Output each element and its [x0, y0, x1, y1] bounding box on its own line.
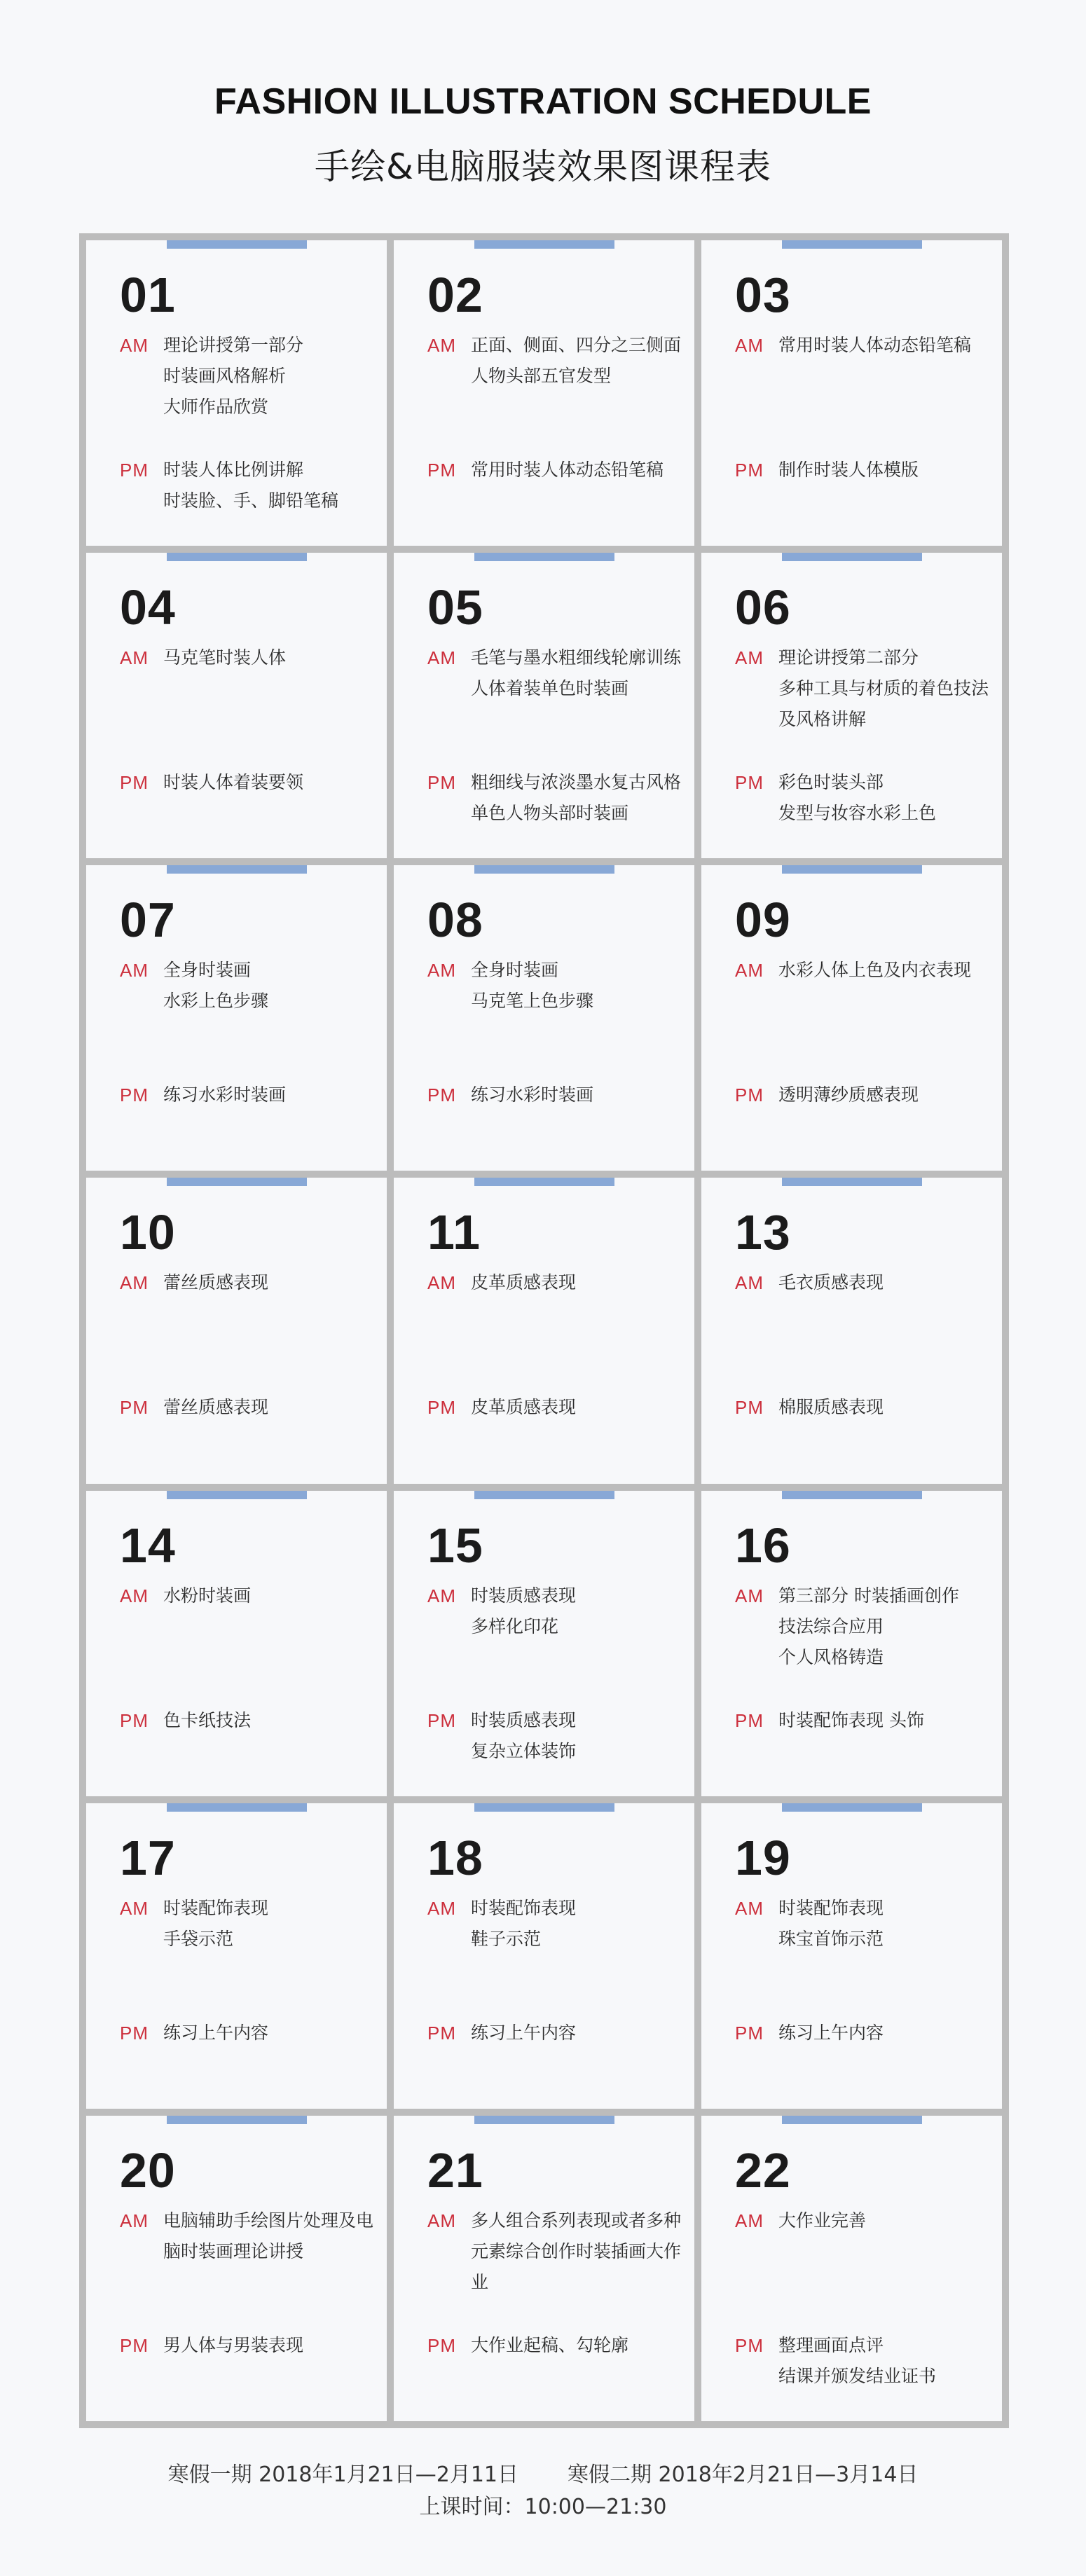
day-number: 03: [735, 268, 791, 322]
am-label: AM: [427, 1585, 456, 1606]
am-content: [471, 2205, 687, 2298]
pm-content: [471, 767, 687, 829]
session-line: 常用时装人体动态铅笔稿: [471, 460, 664, 480]
pm-label: PM: [427, 1397, 456, 1419]
pm-label: PM: [735, 1084, 764, 1106]
day-card: [701, 1491, 1002, 1796]
session-line: 及风格讲解: [778, 709, 867, 730]
pm-label: PM: [120, 772, 149, 794]
pm-session: [735, 455, 995, 485]
day-number: 05: [427, 580, 483, 635]
card-tab-decoration: [167, 865, 307, 874]
day-card: [701, 553, 1002, 858]
card-tab-decoration: [167, 553, 307, 561]
am-content: [778, 2205, 995, 2236]
am-session: [427, 642, 687, 704]
pm-content: [778, 767, 995, 829]
pm-session: [427, 455, 687, 485]
am-session: [735, 1580, 995, 1673]
session-line: 练习上午内容: [163, 2022, 269, 2043]
session-line: 水粉时装画: [163, 1585, 252, 1606]
session-line: 元素综合创作时装插画大作: [471, 2240, 682, 2261]
pm-label: PM: [735, 1397, 764, 1419]
day-card: [701, 1178, 1002, 1483]
pm-session: [120, 455, 380, 516]
pm-content: [778, 1392, 995, 1423]
day-number: 02: [427, 268, 483, 322]
am-content: [163, 642, 380, 673]
title-english: FASHION ILLUSTRATION SCHEDULE: [214, 81, 872, 122]
am-label: AM: [735, 335, 764, 356]
day-number: 06: [735, 580, 791, 635]
pm-label: PM: [120, 1084, 149, 1106]
session-line: 鞋子示范: [471, 1928, 542, 1949]
session-line: 制作时装人体模版: [778, 460, 919, 480]
session-line: 色卡纸技法: [163, 1709, 252, 1730]
am-content: [471, 1893, 687, 1955]
pm-session: [427, 1705, 687, 1767]
session-line: 第三部分 时装插画创作: [778, 1585, 959, 1606]
am-content: [778, 1580, 995, 1673]
pm-session: [735, 767, 995, 829]
session-line: 个人风格铸造: [778, 1646, 884, 1667]
session-line: 常用时装人体动态铅笔稿: [778, 335, 972, 355]
day-card: [86, 1178, 387, 1483]
am-content: [471, 642, 687, 704]
pm-session: [120, 2330, 380, 2361]
pm-content: [471, 1392, 687, 1423]
am-session: [735, 642, 995, 735]
am-session: [427, 1267, 687, 1298]
day-card: [394, 553, 694, 858]
session-line: 全身时装画: [163, 960, 252, 981]
day-card: [394, 1491, 694, 1796]
session-line: 皮革质感表现: [471, 1272, 577, 1293]
day-card: [394, 2116, 694, 2421]
day-number: 19: [735, 1830, 791, 1885]
session-line: 粗细线与浓淡墨水复古风格: [471, 772, 682, 793]
am-label: AM: [735, 1897, 764, 1919]
am-content: [471, 1580, 687, 1642]
day-card: [394, 1178, 694, 1483]
day-card: [701, 240, 1002, 546]
session-line: 技法综合应用: [778, 1616, 884, 1637]
day-number: 04: [120, 580, 176, 635]
day-number: 16: [735, 1517, 791, 1573]
session-line: 时装人体比例讲解: [163, 460, 304, 480]
am-label: AM: [120, 2210, 149, 2231]
pm-label: PM: [735, 772, 764, 794]
session-line: 练习上午内容: [471, 2022, 577, 2043]
pm-content: [778, 1080, 995, 1110]
session-line: 业: [471, 2271, 489, 2292]
day-card: [86, 240, 387, 546]
pm-session: [427, 2018, 687, 2048]
card-tab-decoration: [782, 2116, 922, 2124]
day-number: 18: [427, 1830, 483, 1885]
pm-label: PM: [120, 2334, 149, 2356]
day-card: [701, 1803, 1002, 2109]
card-tab-decoration: [474, 865, 614, 874]
session-line: 练习水彩时装画: [471, 1084, 594, 1106]
day-number: 10: [120, 1205, 176, 1260]
am-label: AM: [735, 1585, 764, 1606]
am-label: AM: [427, 960, 456, 982]
am-session: [120, 1580, 380, 1611]
pm-content: [471, 2330, 687, 2361]
pm-session: [735, 2018, 995, 2048]
pm-session: [735, 2330, 995, 2392]
pm-label: PM: [735, 2022, 764, 2044]
day-number: 13: [735, 1205, 791, 1260]
card-tab-decoration: [474, 240, 614, 249]
am-label: AM: [735, 960, 764, 982]
pm-label: PM: [120, 2022, 149, 2044]
card-tab-decoration: [782, 1178, 922, 1186]
card-tab-decoration: [782, 553, 922, 561]
session-line: 时装配饰表现: [778, 1897, 884, 1918]
am-content: [163, 1267, 380, 1298]
day-number: 07: [120, 893, 176, 948]
pm-session: [427, 2330, 687, 2361]
pm-session: [735, 1392, 995, 1423]
session-line: 水彩上色步骤: [163, 991, 269, 1012]
card-tab-decoration: [782, 1491, 922, 1499]
card-tab-decoration: [474, 1491, 614, 1499]
am-content: [778, 642, 995, 735]
title-chinese: 手绘&电脑服装效果图课程表: [315, 146, 771, 187]
session-line: 多人组合系列表现或者多种: [471, 2210, 682, 2231]
am-label: AM: [120, 647, 149, 669]
day-card: [86, 865, 387, 1171]
session-line: 正面、侧面、四分之三侧面: [471, 335, 682, 355]
am-session: [735, 330, 995, 361]
session-line: 时装质感表现: [471, 1585, 577, 1606]
session-line: 练习上午内容: [778, 2022, 884, 2043]
schedule-footer: [0, 2459, 1086, 2523]
am-label: AM: [427, 335, 456, 356]
am-label: AM: [120, 1585, 149, 1606]
card-tab-decoration: [167, 1803, 307, 1812]
session-line: 毛笔与墨水粗细线轮廓训练: [471, 647, 682, 668]
session-line: 棉服质感表现: [778, 1397, 884, 1418]
session-line: 男人体与男装表现: [163, 2334, 304, 2355]
pm-label: PM: [735, 460, 764, 481]
pm-content: [163, 767, 380, 798]
session-line: 理论讲授第一部分: [163, 335, 304, 355]
pm-session: [427, 1392, 687, 1423]
pm-content: [163, 455, 380, 516]
pm-label: PM: [427, 2334, 456, 2356]
day-number: 11: [427, 1205, 481, 1260]
card-tab-decoration: [167, 1178, 307, 1186]
session-line: 彩色时装头部: [778, 772, 884, 793]
session-one-dates: 寒假一期 2018年1月21日—2月11日: [167, 2463, 518, 2487]
session-line: 全身时装画: [471, 960, 559, 981]
am-content: [163, 955, 380, 1017]
day-number: 21: [427, 2142, 483, 2198]
am-content: [163, 1893, 380, 1955]
pm-content: [163, 2330, 380, 2361]
pm-label: PM: [120, 460, 149, 481]
session-line: 人体着装单色时装画: [471, 678, 629, 699]
session-line: 马克笔时装人体: [163, 647, 287, 668]
pm-content: [163, 2018, 380, 2048]
am-session: [427, 1580, 687, 1642]
am-session: [427, 1893, 687, 1955]
session-line: 复杂立体装饰: [471, 1740, 577, 1761]
session-line: 大作业完善: [778, 2210, 867, 2231]
am-label: AM: [427, 2210, 456, 2231]
day-number: 15: [427, 1517, 483, 1573]
card-tab-decoration: [782, 865, 922, 874]
pm-content: [471, 455, 687, 485]
am-session: [735, 1893, 995, 1955]
am-session: [120, 1267, 380, 1298]
session-line: 蕾丝质感表现: [163, 1397, 269, 1418]
day-card: [86, 1491, 387, 1796]
pm-label: PM: [735, 2334, 764, 2356]
am-content: [471, 330, 687, 392]
am-session: [120, 642, 380, 673]
session-line: 多样化印花: [471, 1616, 559, 1637]
am-label: AM: [427, 1897, 456, 1919]
am-content: [778, 955, 995, 986]
card-tab-decoration: [167, 2116, 307, 2124]
session-line: 单色人物头部时装画: [471, 803, 629, 824]
am-session: [120, 330, 380, 422]
pm-content: [163, 1705, 380, 1736]
card-tab-decoration: [167, 240, 307, 249]
am-label: AM: [427, 1272, 456, 1294]
session-line: 时装质感表现: [471, 1709, 577, 1730]
pm-content: [163, 1392, 380, 1423]
pm-label: PM: [735, 1709, 764, 1731]
pm-content: [471, 1080, 687, 1110]
session-line: 时装脸、手、脚铅笔稿: [163, 490, 339, 511]
card-tab-decoration: [782, 240, 922, 249]
am-label: AM: [735, 2210, 764, 2231]
session-line: 理论讲授第二部分: [778, 647, 919, 668]
session-line: 皮革质感表现: [471, 1397, 577, 1418]
pm-session: [735, 1705, 995, 1736]
pm-content: [778, 2018, 995, 2048]
card-tab-decoration: [474, 553, 614, 561]
am-session: [427, 955, 687, 1017]
page-header: [0, 77, 1086, 189]
session-two-dates: 寒假二期 2018年2月21日—3月14日: [568, 2463, 919, 2487]
pm-label: PM: [427, 460, 456, 481]
day-number: 01: [120, 268, 176, 322]
session-line: 练习水彩时装画: [163, 1084, 287, 1106]
day-number: 09: [735, 893, 791, 948]
session-line: 水彩人体上色及内衣表现: [778, 960, 972, 981]
pm-session: [120, 1080, 380, 1110]
card-tab-decoration: [167, 1491, 307, 1499]
session-line: 时装画风格解析: [163, 366, 287, 386]
card-tab-decoration: [474, 1178, 614, 1186]
day-number: 20: [120, 2142, 176, 2198]
am-content: [778, 1267, 995, 1298]
session-line: 时装人体着装要领: [163, 772, 304, 793]
am-label: AM: [735, 647, 764, 669]
pm-content: [778, 1705, 995, 1736]
am-label: AM: [120, 1272, 149, 1294]
am-session: [120, 955, 380, 1017]
session-line: 多种工具与材质的着色技法: [778, 678, 989, 699]
pm-session: [120, 1705, 380, 1736]
am-label: AM: [120, 335, 149, 356]
day-card: [701, 2116, 1002, 2421]
pm-label: PM: [120, 1397, 149, 1419]
class-time: 上课时间：10:00—21:30: [419, 2495, 667, 2519]
am-content: [471, 955, 687, 1017]
am-session: [427, 330, 687, 392]
session-line: 结课并颁发结业证书: [778, 2365, 937, 2386]
session-line: 马克笔上色步骤: [471, 991, 594, 1012]
am-label: AM: [120, 960, 149, 982]
day-card: [394, 1803, 694, 2109]
session-line: 蕾丝质感表现: [163, 1272, 269, 1293]
day-card: [701, 865, 1002, 1171]
am-session: [120, 1893, 380, 1955]
card-tab-decoration: [474, 1803, 614, 1812]
pm-content: [778, 455, 995, 485]
am-label: AM: [120, 1897, 149, 1919]
pm-session: [427, 1080, 687, 1110]
am-label: AM: [735, 1272, 764, 1294]
pm-session: [120, 2018, 380, 2048]
am-content: [778, 330, 995, 361]
session-line: 透明薄纱质感表现: [778, 1084, 919, 1106]
day-card: [394, 865, 694, 1171]
am-session: [120, 2205, 380, 2267]
pm-content: [778, 2330, 995, 2392]
session-line: 人物头部五官发型: [471, 366, 612, 386]
session-line: 发型与妆容水彩上色: [778, 803, 937, 824]
am-content: [163, 2205, 380, 2267]
session-line: 时装配饰表现 头饰: [778, 1709, 924, 1730]
session-line: 珠宝首饰示范: [778, 1928, 884, 1949]
am-session: [735, 1267, 995, 1298]
card-tab-decoration: [474, 2116, 614, 2124]
day-card: [394, 240, 694, 546]
pm-session: [735, 1080, 995, 1110]
card-tab-decoration: [782, 1803, 922, 1812]
session-line: 脑时装画理论讲授: [163, 2240, 304, 2261]
session-line: 电脑辅助手绘图片处理及电: [163, 2210, 374, 2231]
am-content: [163, 330, 380, 422]
session-line: 时装配饰表现: [471, 1897, 577, 1918]
day-number: 08: [427, 893, 483, 948]
day-card: [86, 1803, 387, 2109]
day-number: 14: [120, 1517, 176, 1573]
am-label: AM: [427, 647, 456, 669]
pm-label: PM: [427, 2022, 456, 2044]
pm-label: PM: [120, 1709, 149, 1731]
pm-session: [427, 767, 687, 829]
pm-content: [471, 2018, 687, 2048]
pm-label: PM: [427, 772, 456, 794]
am-content: [778, 1893, 995, 1955]
session-line: 毛衣质感表现: [778, 1272, 884, 1293]
day-card: [86, 2116, 387, 2421]
pm-label: PM: [427, 1709, 456, 1731]
session-line: 大师作品欣赏: [163, 397, 269, 417]
session-line: 时装配饰表现: [163, 1897, 269, 1918]
pm-label: PM: [427, 1084, 456, 1106]
day-number: 17: [120, 1830, 176, 1885]
am-session: [427, 2205, 687, 2298]
session-line: 大作业起稿、勾轮廓: [471, 2334, 629, 2355]
day-number: 22: [735, 2142, 791, 2198]
pm-content: [163, 1080, 380, 1110]
session-line: 整理画面点评: [778, 2334, 884, 2355]
am-content: [471, 1267, 687, 1298]
am-content: [163, 1580, 380, 1611]
session-line: 手袋示范: [163, 1928, 234, 1949]
am-session: [735, 2205, 995, 2236]
pm-session: [120, 1392, 380, 1423]
am-session: [735, 955, 995, 986]
schedule-grid: [79, 233, 1009, 2428]
pm-session: [120, 767, 380, 798]
day-card: [86, 553, 387, 858]
pm-content: [471, 1705, 687, 1767]
